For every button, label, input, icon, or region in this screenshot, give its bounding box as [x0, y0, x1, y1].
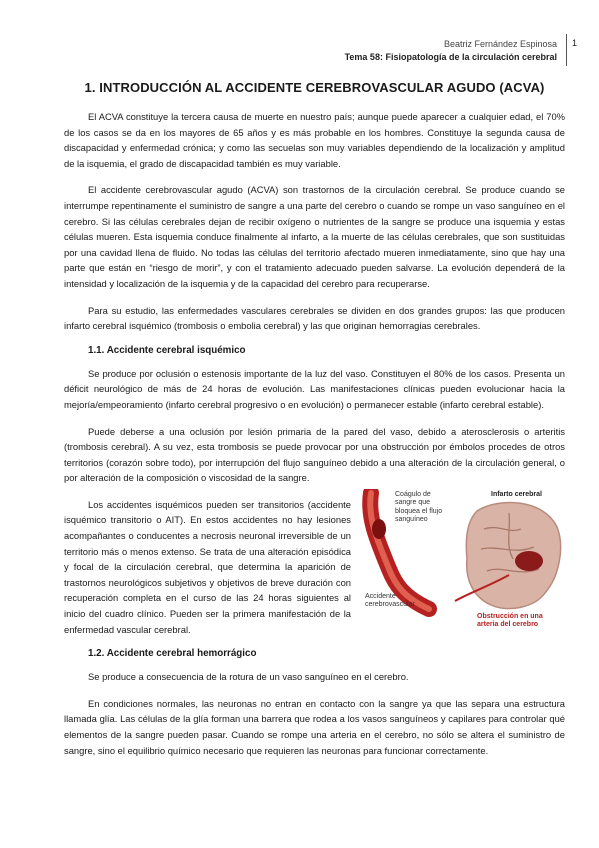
page-number: 1: [572, 38, 578, 48]
subsection-title-ischemic: 1.1. Accidente cerebral isquémico: [88, 344, 246, 356]
paragraph-4: Se produce por oclusión o estenosis importante de la luz del vaso. Constituyen el 80% de los casos. Presenta un déficit neurológico de más de 24 horas de evolución. Las manifestaciones clínicas pueden evolucionar hacia la mejoría/empeoramiento (infarto cerebral progresivo o en evolución) o permanecer estable (infarto cerebral estable).: [64, 367, 565, 410]
paragraph-6: Los accidentes isquémicos pueden ser transitorios (accidente isquémico transitorio o AIT). En estos accidentes no hay lesiones acompañantes o conducentes a necrosis neuronal irreversible de un territorio más o menos extenso. Se trata de una alteración episódica y focal de la circulación cerebral, que determina la aparición de trastornos neurológicos subjetivos y objetivos de breve duración con recuperación completa en el curso de las 24 horas siguientes al inicio del cuadro clínico. Pueden ser la primera manifestación de la enfermedad vascular cerebral.: [64, 498, 351, 635]
paragraph-3: Para su estudio, las enfermedades vasculares cerebrales se dividen en dos grandes grupos: las que producen infarto cerebral isquémico (trombosis o embolia cerebral) y las que originan hemorragias cerebrales.: [64, 304, 565, 332]
paragraph-1: El ACVA constituye la tercera causa de muerte en nuestro país; aunque puede aparecer a cualquier edad, el 70% de los casos se da en los mayores de 65 años y es más probable en los hombres. Constituye la segunda causa de discapacidad y enfermedad crónica; y como las secuelas son muy variables dependiendo de la localización y amplitud de la isquemia, el grado de discapacidad también es muy variable.: [64, 111, 565, 169]
clot-label: Coágulo de sangre que bloquea el flujo sanguíneo: [395, 490, 443, 524]
subsection-title-hemorrhagic: 1.2. Accidente cerebral hemorrágico: [88, 648, 257, 660]
header-topic: Tema 58: Fisiopatología de la circulación cerebral: [344, 52, 557, 62]
stroke-label: Accidente cerebrovascular: [365, 592, 415, 609]
header-author: Beatriz Fernández Espinosa: [443, 39, 557, 49]
stroke-illustration: [359, 489, 565, 635]
paragraph-8: En condiciones normales, las neuronas no entran en contacto con la sangre ya que las separa una estructura llamada glía. Las células de la glía forman una barrera que rodea a los vasos sanguíneos y capilares para controlar qué elementos de la sangre pueden pasar. Cuando se rompe una arteria en el cerebro, no sólo se altera el suministro de sangre, sino el equilibrio químico necesario que requieren las neuronas para funcionar correctamente.: [64, 697, 565, 756]
paragraph-7: Se produce a consecuencia de la rotura de un vaso sanguíneo en el cerebro.: [88, 671, 409, 683]
section-title: 1. INTRODUCCIÓN AL ACCIDENTE CEREBROVASCULAR AGUDO (ACVA): [84, 80, 545, 95]
paragraph-5: Puede deberse a una oclusión por lesión primaria de la pared del vaso, debido a aterosclerosis o arteritis (trombosis cerebral). A su vez, esta trombosis se puede provocar por una obstrucción por émbolos procedes de otros territorios (corazón sobre todo), por interrupción del flujo sanguíneo debido a una alteración de la circulación general, o por alteración de la composición o viscosidad de la sangre.: [64, 425, 565, 484]
page-header: [345, 38, 557, 64]
infarct-label: Infarto cerebral: [491, 490, 542, 498]
header-divider: [566, 34, 567, 66]
document-body: [64, 80, 565, 769]
paragraph-2: El accidente cerebrovascular agudo (ACVA) son trastornos de la circulación cerebral. Se produce cuando se interrumpe repentinamente el suministro de sangre a una parte del cerebro o cuando se rompe un vaso sanguíneo en el cerebro. Si las células cerebrales dejan de recibir oxígeno o nutrientes de la sangre se produce una isquemia y estas células mueren. Esta isquemia conduce finalmente al infarto, a la muerte de las células cerebrales, que son sustituidas por una cavidad llena de fluido. No todas las células del territorio afectado mueren inmediatamente, sino que hay una parte que están en “riesgo de morir”, y con el tratamiento adecuado pueden salvarse. La evolución dependerá de la intensidad y localización de la isquemia y de la capacidad del cerebro para recuperarse.: [64, 184, 565, 289]
obstruction-label: Obstrucción en una arteria del cerebro: [477, 612, 543, 629]
